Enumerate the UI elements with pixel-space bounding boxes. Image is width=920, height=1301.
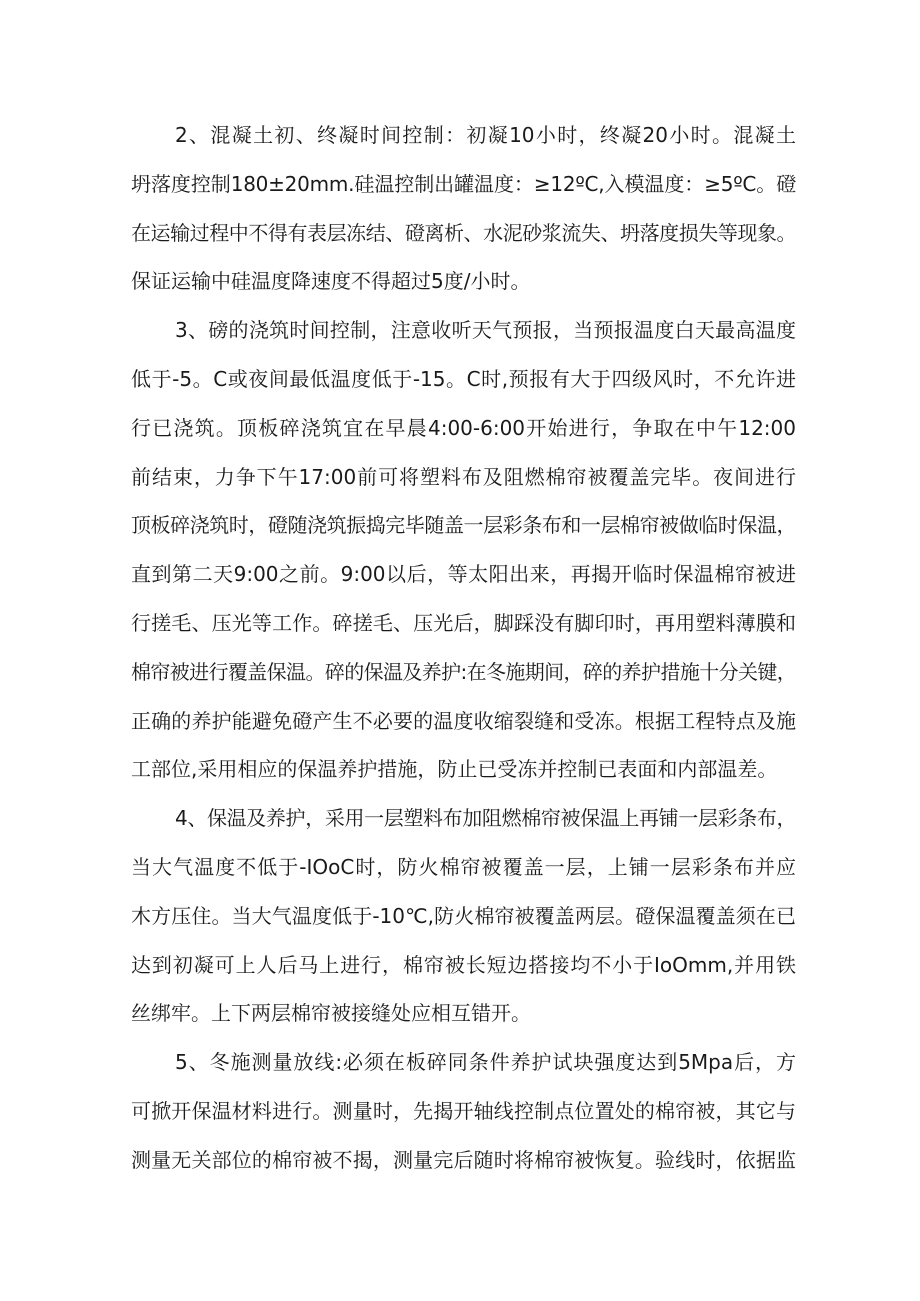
paragraph-2 bbox=[131, 111, 796, 306]
paragraph-line: 工部位,采用相应的保温养护措施，防止已受冻并控制已表面和内部温差。 bbox=[131, 757, 778, 782]
paragraph-5 bbox=[131, 1038, 796, 1184]
paragraph-line: 5、冬施测量放线:必须在板碎同条件养护试块强度达到5Mpa后，方 bbox=[175, 1050, 796, 1075]
paragraph-line: 测量无关部位的棉帘被不揭，测量完后随时将棉帘被恢复。验线时，依据监 bbox=[131, 1147, 796, 1172]
paragraph-3 bbox=[131, 306, 796, 794]
paragraph-line: 4、保温及养护，采用一层塑料布加阻燃棉帘被保温上再铺一层彩条布， bbox=[175, 806, 796, 831]
paragraph-line: 前结束，力争下午17:00前可将塑料布及阻燃棉帘被覆盖完毕。夜间进行 bbox=[131, 464, 796, 489]
paragraph-line: 顶板碎浇筑时，磴随浇筑振捣完毕随盖一层彩条布和一层棉帘被做临时保温， bbox=[131, 513, 796, 538]
paragraph-line: 坍落度控制180±20mm.硅温控制出罐温度：≥12ºC,入模温度：≥5ºC。磴 bbox=[131, 171, 796, 196]
paragraph-line: 行已浇筑。顶板碎浇筑宜在早晨4:00-6:00开始进行，争取在中午12:00 bbox=[131, 415, 796, 440]
paragraph-line: 在运输过程中不得有表层冻结、磴离析、水泥砂浆流失、坍落度损失等现象。 bbox=[131, 220, 796, 245]
paragraph-line: 正确的养护能避免磴产生不必要的温度收缩裂缝和受冻。根据工程特点及施 bbox=[131, 708, 796, 733]
paragraph-line: 低于-5。C或夜间最低温度低于-15。C时,预报有大于四级风时，不允许进 bbox=[131, 366, 796, 391]
paragraph-line: 棉帘被进行覆盖保温。碎的保温及养护:在冬施期间，碎的养护措施十分关键， bbox=[131, 659, 796, 684]
paragraph-line: 保证运输中硅温度降速度不得超过5度/小时。 bbox=[131, 269, 531, 294]
paragraph-line: 3、磅的浇筑时间控制，注意收听天气预报，当预报温度白天最高温度 bbox=[175, 318, 796, 343]
paragraph-line: 当大气温度不低于-IOoC时，防火棉帘被覆盖一层，上铺一层彩条布并应 bbox=[131, 854, 796, 879]
paragraph-line: 可掀开保温材料进行。测量时，先揭开轴线控制点位置处的棉帘被，其它与 bbox=[131, 1098, 796, 1123]
document-body bbox=[131, 111, 796, 1185]
paragraph-line: 木方压住。当大气温度低于-10℃,防火棉帘被覆盖两层。磴保温覆盖须在已 bbox=[131, 903, 796, 928]
paragraph-4 bbox=[131, 794, 796, 1038]
paragraph-line: 丝绑牢。上下两层棉帘被接缝处应相互错开。 bbox=[131, 1001, 531, 1026]
paragraph-line: 达到初凝可上人后马上进行，棉帘被长短边搭接均不小于IoOmm,并用铁 bbox=[131, 952, 796, 977]
paragraph-line: 行搓毛、压光等工作。碎搓毛、压光后，脚踩没有脚印时，再用塑料薄膜和 bbox=[131, 610, 796, 635]
paragraph-line: 2、混凝土初、终凝时间控制：初凝10小时，终凝20小时。混凝土 bbox=[175, 123, 796, 147]
paragraph-line: 直到第二天9:00之前。9:00以后，等太阳出来，再揭开临时保温棉帘被进 bbox=[131, 562, 796, 587]
